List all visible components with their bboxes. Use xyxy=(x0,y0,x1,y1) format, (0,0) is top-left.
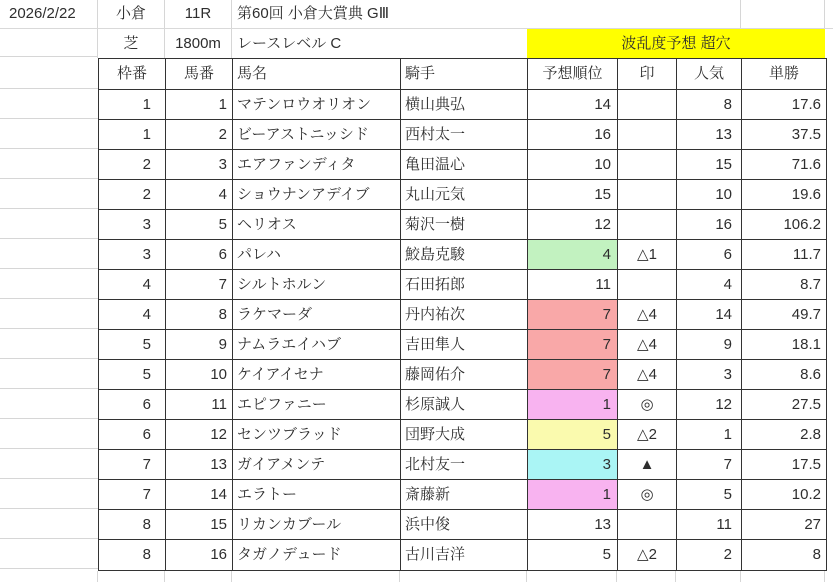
cell-horse-name[interactable]: ショウナンアデイブ xyxy=(233,180,401,210)
table-row xyxy=(99,420,826,450)
gridline xyxy=(232,571,400,582)
cell-mark[interactable]: ◎ xyxy=(618,480,677,510)
cell-horse-number[interactable]: 9 xyxy=(166,330,233,360)
cell-horse-number[interactable]: 5 xyxy=(166,210,233,240)
table-row xyxy=(99,240,826,270)
cell-jockey[interactable]: 丸山元気 xyxy=(401,180,528,210)
track-cell[interactable]: 小倉 xyxy=(98,0,165,28)
cell-win-odds[interactable]: 8.7 xyxy=(742,270,826,300)
table-body xyxy=(99,90,826,570)
cell-popularity[interactable]: 16 xyxy=(677,210,742,240)
cell-horse-name[interactable]: リカンカブール xyxy=(233,510,401,540)
empty-cell[interactable] xyxy=(741,0,825,28)
gridline xyxy=(0,388,98,389)
cell-jockey[interactable]: 菊沢一樹 xyxy=(401,210,528,240)
cell-horse-number[interactable]: 12 xyxy=(166,420,233,450)
gridline xyxy=(741,571,825,582)
cell-popularity[interactable]: 9 xyxy=(677,330,742,360)
cell-horse-number[interactable]: 13 xyxy=(166,450,233,480)
cell-win-odds[interactable]: 2.8 xyxy=(742,420,826,450)
table-row xyxy=(99,300,826,330)
gridline xyxy=(0,118,98,119)
col-header-frame[interactable]: 枠番 xyxy=(99,59,166,90)
cell-horse-name[interactable]: ラケマーダ xyxy=(233,300,401,330)
table-row xyxy=(99,360,826,390)
gridline xyxy=(0,208,98,209)
empty-cell[interactable] xyxy=(0,29,98,58)
cell-predicted-rank[interactable]: 13 xyxy=(528,510,618,540)
cell-win-odds[interactable]: 10.2 xyxy=(742,480,826,510)
cell-mark[interactable]: △1 xyxy=(618,240,677,270)
cell-frame[interactable]: 6 xyxy=(99,390,166,420)
cell-predicted-rank[interactable]: 3 xyxy=(528,450,618,480)
cell-win-odds[interactable]: 19.6 xyxy=(742,180,826,210)
cell-mark[interactable]: △2 xyxy=(618,540,677,570)
race-info-row xyxy=(0,0,833,29)
cell-frame[interactable]: 2 xyxy=(99,150,166,180)
cell-frame[interactable]: 8 xyxy=(99,510,166,540)
gridline xyxy=(676,571,741,582)
cell-frame[interactable]: 6 xyxy=(99,420,166,450)
cell-jockey[interactable]: 石田拓郎 xyxy=(401,270,528,300)
cell-popularity[interactable]: 7 xyxy=(677,450,742,480)
cell-predicted-rank[interactable]: 15 xyxy=(528,180,618,210)
cell-horse-name[interactable]: タガノデュード xyxy=(233,540,401,570)
cell-horse-name[interactable]: マテンロウオリオン xyxy=(233,90,401,120)
cell-horse-name[interactable]: エラトー xyxy=(233,480,401,510)
gridline xyxy=(617,571,676,582)
gridline xyxy=(400,571,527,582)
course-info-row xyxy=(0,29,833,58)
table-row xyxy=(99,120,826,150)
table-row xyxy=(99,210,826,240)
cell-predicted-rank[interactable]: 1 xyxy=(528,390,618,420)
distance-cell[interactable]: 1800m xyxy=(165,29,232,58)
cell-popularity[interactable]: 2 xyxy=(677,540,742,570)
gridline xyxy=(0,418,98,419)
cell-horse-name[interactable]: センツブラッド xyxy=(233,420,401,450)
cell-horse-name[interactable]: エピファニー xyxy=(233,390,401,420)
cell-popularity[interactable]: 10 xyxy=(677,180,742,210)
cell-horse-number[interactable]: 15 xyxy=(166,510,233,540)
cell-jockey[interactable]: 藤岡佑介 xyxy=(401,360,528,390)
gridline xyxy=(0,328,98,329)
cell-jockey[interactable]: 斎藤新 xyxy=(401,480,528,510)
cell-mark[interactable] xyxy=(618,150,677,180)
table-row xyxy=(99,480,826,510)
cell-horse-number[interactable]: 11 xyxy=(166,390,233,420)
gridline xyxy=(527,571,617,582)
cell-horse-name[interactable]: ナムラエイハブ xyxy=(233,330,401,360)
cell-horse-number[interactable]: 8 xyxy=(166,300,233,330)
race-level-cell[interactable]: レースレベル C xyxy=(237,35,342,52)
cell-horse-number[interactable]: 14 xyxy=(166,480,233,510)
cell-popularity[interactable]: 14 xyxy=(677,300,742,330)
cell-horse-number[interactable]: 7 xyxy=(166,270,233,300)
cell-predicted-rank[interactable]: 5 xyxy=(528,420,618,450)
cell-horse-name[interactable]: パレハ xyxy=(233,240,401,270)
cell-horse-number[interactable]: 4 xyxy=(166,180,233,210)
cell-horse-name[interactable]: ビーアストニッシド xyxy=(233,120,401,150)
gridline xyxy=(165,571,232,582)
gridline xyxy=(0,148,98,149)
cell-popularity[interactable]: 11 xyxy=(677,510,742,540)
cell-predicted-rank[interactable]: 16 xyxy=(528,120,618,150)
cell-jockey[interactable]: 亀田温心 xyxy=(401,150,528,180)
table-row xyxy=(99,450,826,480)
cell-popularity[interactable]: 15 xyxy=(677,150,742,180)
cell-jockey[interactable]: 古川吉洋 xyxy=(401,540,528,570)
cell-predicted-rank[interactable]: 14 xyxy=(528,90,618,120)
cell-mark[interactable]: ▲ xyxy=(618,450,677,480)
race-title-cell[interactable]: 第60回 小倉大賞典 GⅢ xyxy=(232,0,741,28)
cell-jockey[interactable]: 鮫島克駿 xyxy=(401,240,528,270)
cell-predicted-rank[interactable]: 1 xyxy=(528,480,618,510)
table-row xyxy=(99,270,826,300)
table-row xyxy=(99,510,826,540)
gridline xyxy=(0,568,98,569)
cell-frame[interactable]: 4 xyxy=(99,300,166,330)
col-header-mark[interactable]: 印 xyxy=(618,59,677,90)
cell-frame[interactable]: 5 xyxy=(99,360,166,390)
cell-horse-number[interactable]: 1 xyxy=(166,90,233,120)
cell-horse-name[interactable]: シルトホルン xyxy=(233,270,401,300)
gridline xyxy=(0,538,98,539)
table-row xyxy=(99,180,826,210)
gridline xyxy=(0,448,98,449)
empty-cell xyxy=(825,29,833,58)
cell-win-odds[interactable]: 17.5 xyxy=(742,450,826,480)
table-row xyxy=(99,90,826,120)
bottom-gridline-strip xyxy=(0,571,833,582)
gridline xyxy=(0,508,98,509)
cell-horse-name[interactable]: ケイアイセナ xyxy=(233,360,401,390)
cell-frame[interactable]: 2 xyxy=(99,180,166,210)
cell-jockey[interactable]: 西村太一 xyxy=(401,120,528,150)
cell-jockey[interactable]: 杉原誠人 xyxy=(401,390,528,420)
cell-predicted-rank[interactable]: 7 xyxy=(528,300,618,330)
cell-popularity[interactable]: 13 xyxy=(677,120,742,150)
gridline xyxy=(98,571,165,582)
cell-horse-number[interactable]: 10 xyxy=(166,360,233,390)
cell-frame[interactable]: 1 xyxy=(99,90,166,120)
table-row xyxy=(99,540,826,570)
gridline xyxy=(0,298,98,299)
cell-predicted-rank[interactable]: 4 xyxy=(528,240,618,270)
cell-win-odds[interactable]: 18.1 xyxy=(742,330,826,360)
col-header-win-odds[interactable]: 単勝 xyxy=(742,59,826,90)
cell-frame[interactable]: 7 xyxy=(99,450,166,480)
cell-jockey[interactable]: 浜中俊 xyxy=(401,510,528,540)
cell-horse-number[interactable]: 6 xyxy=(166,240,233,270)
cell-mark[interactable] xyxy=(618,120,677,150)
cell-horse-name[interactable]: ヘリオス xyxy=(233,210,401,240)
cell-popularity[interactable]: 1 xyxy=(677,420,742,450)
cell-frame[interactable]: 4 xyxy=(99,270,166,300)
gridline xyxy=(0,268,98,269)
cell-horse-number[interactable]: 3 xyxy=(166,150,233,180)
cell-win-odds[interactable]: 27.5 xyxy=(742,390,826,420)
col-header-predicted-rank[interactable]: 予想順位 xyxy=(528,59,618,90)
cell-win-odds[interactable]: 106.2 xyxy=(742,210,826,240)
cell-mark[interactable] xyxy=(618,210,677,240)
cell-mark[interactable]: △4 xyxy=(618,300,677,330)
cell-horse-name[interactable]: ガイアメンテ xyxy=(233,450,401,480)
cell-popularity[interactable]: 12 xyxy=(677,390,742,420)
cell-frame[interactable]: 3 xyxy=(99,240,166,270)
cell-jockey[interactable]: 横山典弘 xyxy=(401,90,528,120)
cell-win-odds[interactable]: 37.5 xyxy=(742,120,826,150)
cell-predicted-rank[interactable]: 7 xyxy=(528,330,618,360)
cell-jockey[interactable]: 丹内祐次 xyxy=(401,300,528,330)
cell-mark[interactable] xyxy=(618,90,677,120)
cell-frame[interactable]: 7 xyxy=(99,480,166,510)
cell-jockey[interactable]: 吉田隼人 xyxy=(401,330,528,360)
gridline xyxy=(0,178,98,179)
cell-mark[interactable] xyxy=(618,510,677,540)
cell-jockey[interactable]: 団野大成 xyxy=(401,420,528,450)
cell-jockey[interactable]: 北村友一 xyxy=(401,450,528,480)
cell-predicted-rank[interactable]: 5 xyxy=(528,540,618,570)
cell-mark[interactable] xyxy=(618,270,677,300)
cell-mark[interactable]: △4 xyxy=(618,360,677,390)
cell-popularity[interactable]: 4 xyxy=(677,270,742,300)
gridline xyxy=(0,571,98,582)
gridline xyxy=(0,478,98,479)
surface-cell[interactable]: 芝 xyxy=(98,29,165,58)
cell-horse-number[interactable]: 16 xyxy=(166,540,233,570)
cell-win-odds[interactable]: 11.7 xyxy=(742,240,826,270)
table-header-row xyxy=(99,59,826,90)
gridline xyxy=(0,358,98,359)
empty-cell xyxy=(825,0,833,28)
col-header-horse-number[interactable]: 馬番 xyxy=(166,59,233,90)
cell-mark[interactable]: ◎ xyxy=(618,390,677,420)
cell-frame[interactable]: 8 xyxy=(99,540,166,570)
race-number-cell[interactable]: 11R xyxy=(165,0,232,28)
table-row xyxy=(99,330,826,360)
cell-mark[interactable]: △4 xyxy=(618,330,677,360)
cell-popularity[interactable]: 5 xyxy=(677,480,742,510)
cell-win-odds[interactable]: 8 xyxy=(812,546,821,563)
table-row xyxy=(99,150,826,180)
cell-win-odds[interactable]: 49.7 xyxy=(742,300,826,330)
cell-horse-name[interactable]: エアファンディタ xyxy=(233,150,401,180)
cell-predicted-rank[interactable]: 10 xyxy=(528,150,618,180)
cell-mark[interactable] xyxy=(618,180,677,210)
cell-popularity[interactable]: 6 xyxy=(677,240,742,270)
cell-frame[interactable]: 1 xyxy=(99,120,166,150)
cell-predicted-rank[interactable]: 12 xyxy=(528,210,618,240)
col-header-popularity[interactable]: 人気 xyxy=(677,59,742,90)
race-date-cell[interactable]: 2026/2/22 xyxy=(0,0,98,28)
cell-predicted-rank[interactable]: 7 xyxy=(528,360,618,390)
prediction-table xyxy=(98,58,827,571)
cell-win-odds[interactable]: 8.6 xyxy=(742,360,826,390)
cell-mark[interactable]: △2 xyxy=(618,420,677,450)
gridline xyxy=(0,238,98,239)
col-header-horse-name[interactable]: 馬名 xyxy=(233,59,401,90)
gridline xyxy=(0,56,98,57)
cell-frame[interactable]: 5 xyxy=(99,330,166,360)
cell-predicted-rank[interactable]: 11 xyxy=(528,270,618,300)
cell-win-odds[interactable]: 71.6 xyxy=(742,150,826,180)
cell-horse-number[interactable]: 2 xyxy=(166,120,233,150)
cell-popularity[interactable]: 3 xyxy=(677,360,742,390)
cell-frame[interactable]: 3 xyxy=(99,210,166,240)
banner-cell[interactable]: 波乱度予想 超穴 xyxy=(527,29,825,58)
cell-popularity[interactable]: 8 xyxy=(677,90,742,120)
cell-win-odds[interactable]: 27 xyxy=(742,510,826,540)
col-header-jockey[interactable]: 騎手 xyxy=(401,59,528,90)
table-row xyxy=(99,390,826,420)
gridline xyxy=(0,88,98,89)
cell-win-odds[interactable]: 17.6 xyxy=(742,90,826,120)
